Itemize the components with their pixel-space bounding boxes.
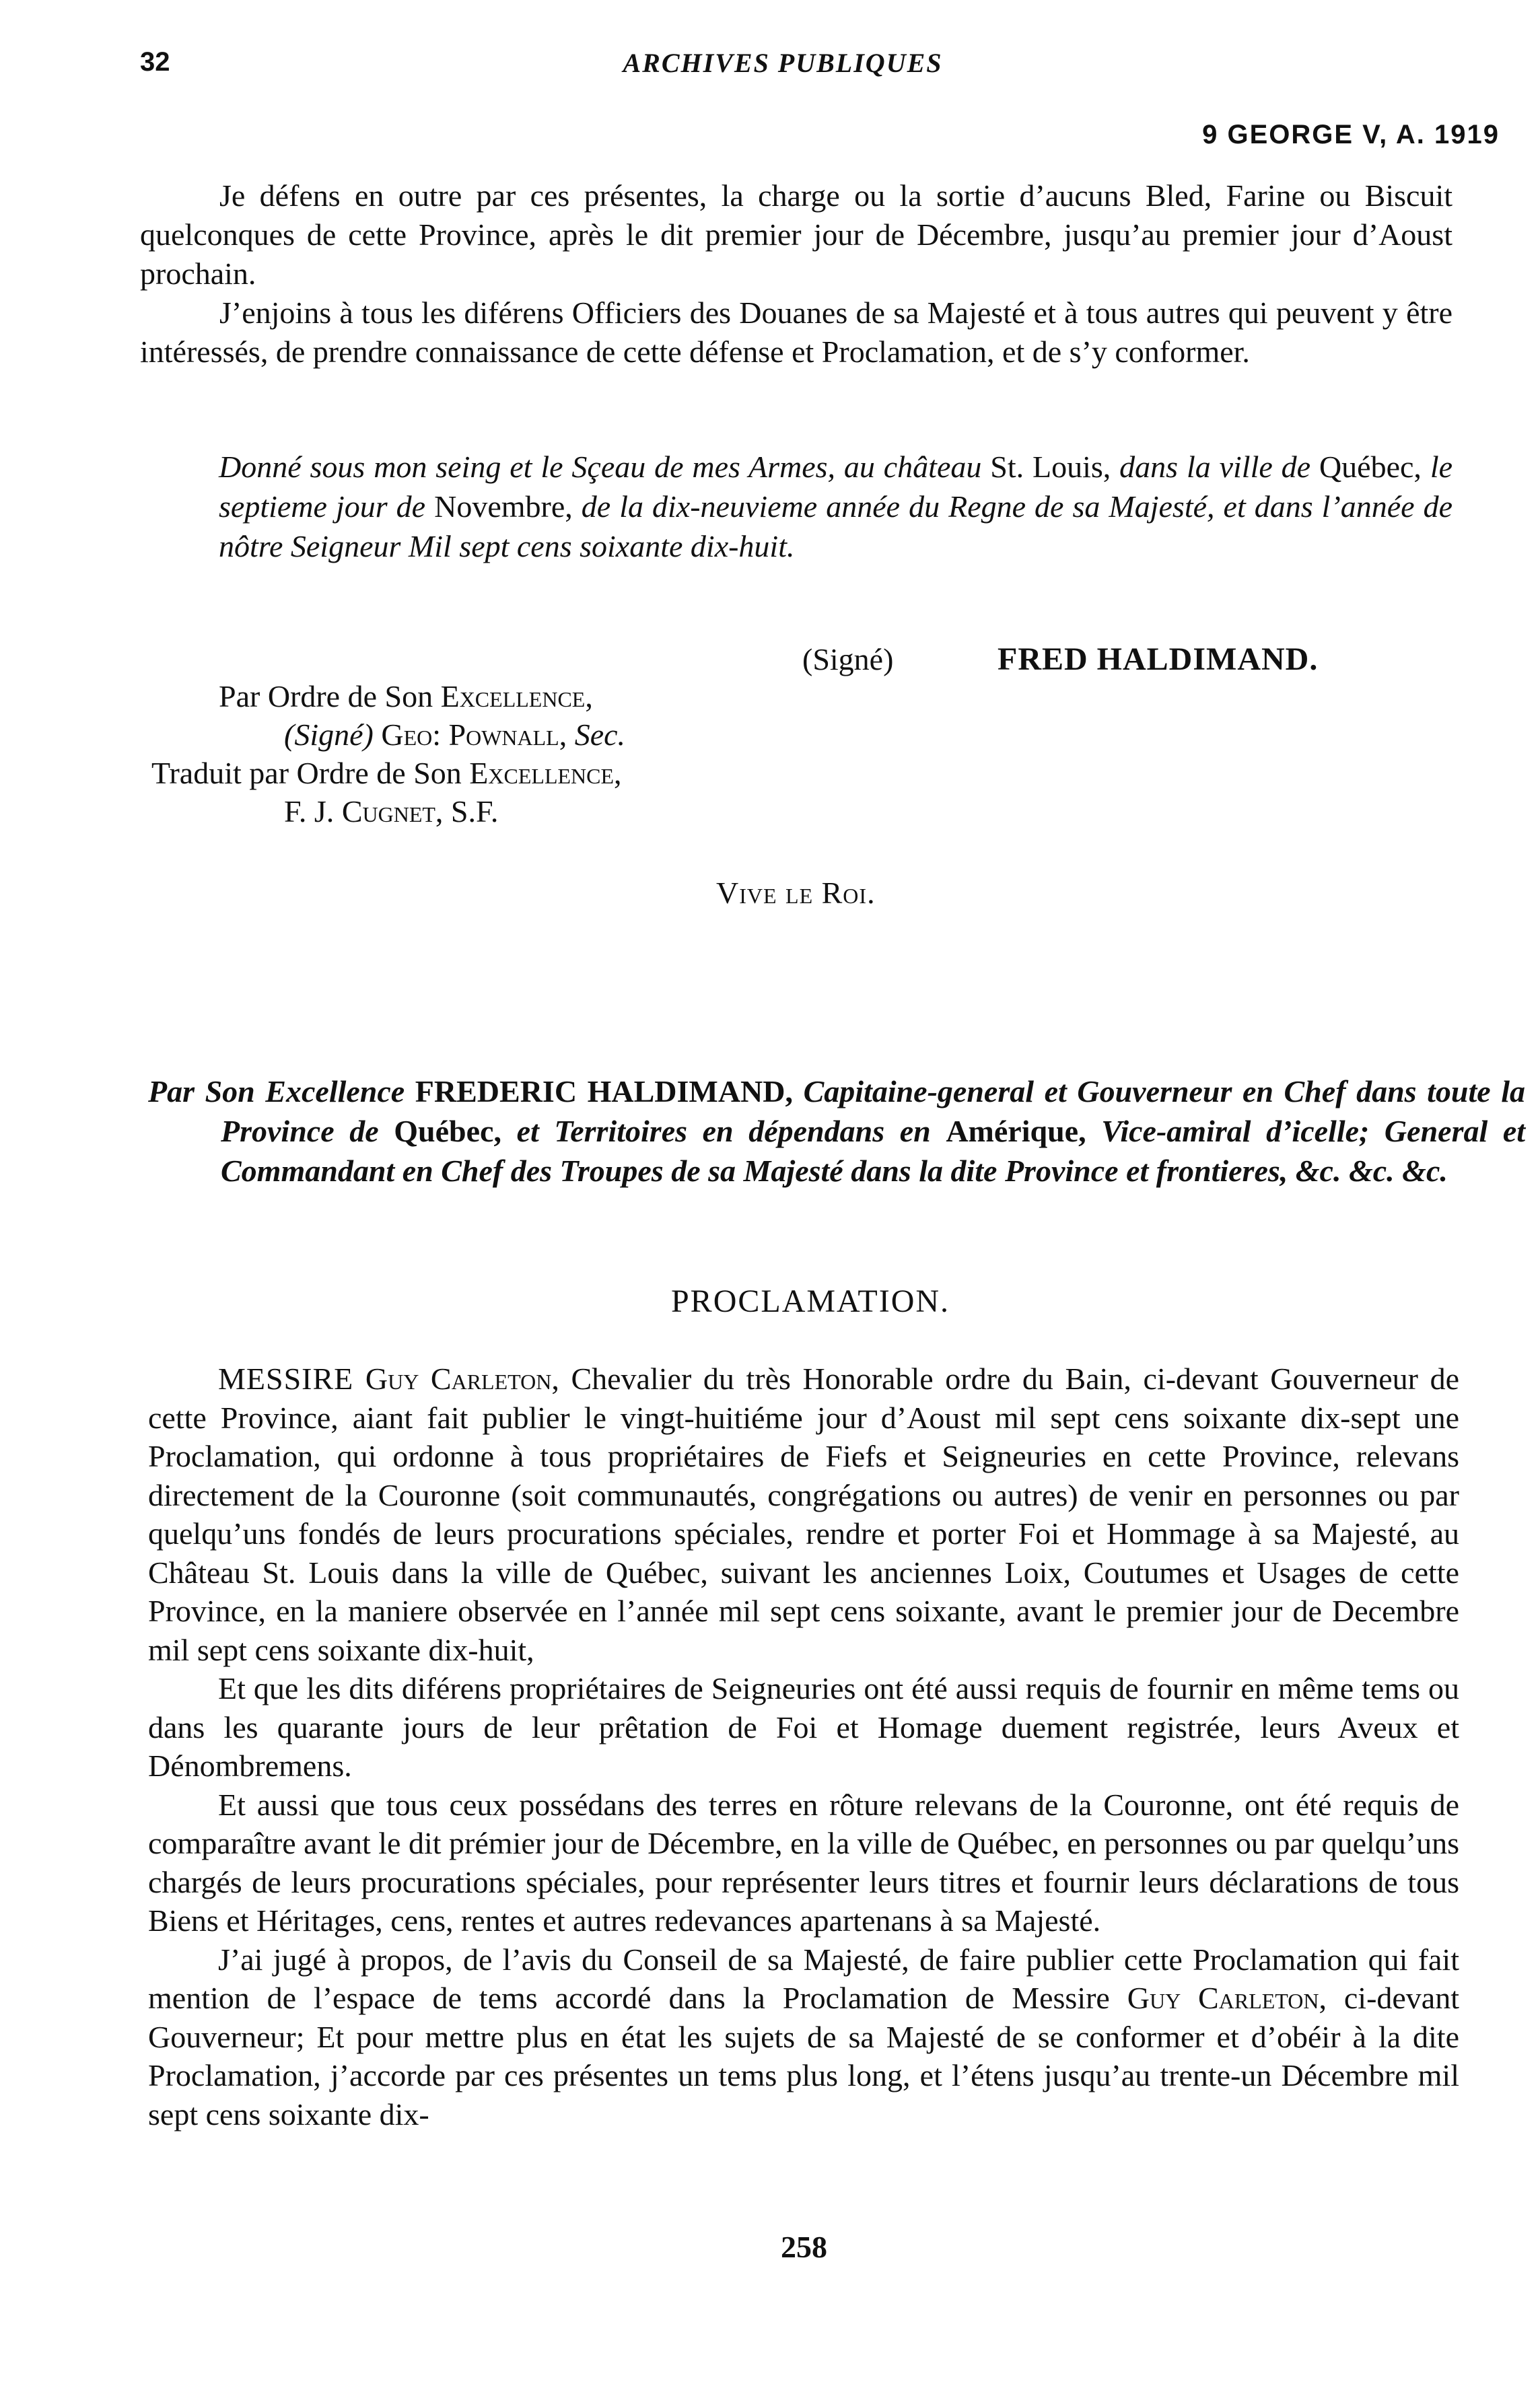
- secretary-title: Sec.: [574, 717, 626, 752]
- paragraph: Je défens en outre par ces présentes, la charge ou la sortie d’aucuns Bled, Farine ou Biscuit quelconques de cette Province, après le dit premier jour de Décembre, jusqu’au premier jour d’Aoust prochain.: [140, 178, 1452, 291]
- order-title: Excellence,: [440, 679, 593, 713]
- page-number: 32: [140, 47, 170, 77]
- paragraph: [148, 1360, 1459, 1669]
- session-label: 9 GEORGE V, A. 1919: [1202, 120, 1500, 149]
- order-text: Traduit par Ordre de Son: [151, 756, 462, 790]
- given-text: de la dix-neuvieme année du Regne de sa Majesté, et dans l’année de nôtre Seigneur Mil sept cens soixante dix-huit.: [219, 489, 1453, 563]
- heading-text: Vice-amiral d’icelle; General et Commandant en Chef des Troupes de sa Majesté dans la dite Province et frontieres, &c. &c. &c.: [221, 1114, 1526, 1188]
- order-signed: (Signé): [284, 717, 374, 752]
- governor-name: FREDERIC HALDIMAND,: [415, 1074, 793, 1108]
- order-line: [151, 792, 625, 831]
- order-line: [151, 715, 625, 754]
- paragraph: J’enjoins à tous les diférens Officiers des Douanes de sa Majesté et à tous autres qui peuvent y être intéressés, de prendre connaissance de cette défense et Proclamation, et de s’y conformer.: [140, 295, 1452, 369]
- person-name: Guy Carleton,: [1127, 1981, 1327, 2015]
- person-name: Guy Carleton,: [365, 1362, 559, 1396]
- given-city: Québec,: [1319, 450, 1422, 484]
- order-line: [151, 677, 625, 715]
- heading-place: Amérique,: [946, 1114, 1086, 1148]
- paragraph: Et aussi que tous ceux possédans des terres en rôture relevans de la Couronne, ont été requis de comparaître avant le dit prémier jour de Décembre, en la ville de Québec, en personnes ou par quelqu’uns chargés de leurs procurations spéciales, pour représenter leurs titres et fournir leurs déclarations de tous Biens et Héritages, cens, rentes et autres redevances apartenans à sa Majesté.: [148, 1787, 1459, 1938]
- given-text: dans la ville de: [1119, 450, 1311, 484]
- order-line: [151, 754, 625, 792]
- paragraph: Et que les dits diférens propriétaires de Seigneuries ont été aussi requis de fournir en même tems ou dans les quarante jours de leur prêtation de Foi et Homage duement registrée, leurs Aveux et Dénombremens.: [148, 1671, 1459, 1783]
- translator-title: S.F.: [450, 794, 499, 829]
- order-title: Excellence,: [469, 756, 622, 790]
- running-header: [140, 47, 1426, 87]
- heading-text: et Territoires en dépendans en: [516, 1114, 931, 1148]
- paragraph-lead: MESSIRE: [218, 1362, 354, 1396]
- order-text: Par Ordre de Son: [219, 679, 433, 713]
- closing-acclamation: Vive le Roi.: [716, 876, 876, 910]
- signed-label: (Signé): [802, 642, 894, 676]
- proclamation-body: [148, 1360, 1459, 2134]
- given-text: Donné sous mon seing et le Sçeau de mes Armes, au château: [219, 450, 982, 484]
- governor-heading: [148, 1071, 1525, 1191]
- given-place: St. Louis,: [990, 450, 1111, 484]
- heading-place: Québec,: [394, 1114, 501, 1148]
- heading-text: Capitaine-general et Gouverneur en Chef dans toute la Province de: [221, 1074, 1526, 1148]
- paragraph-text: ci-devant Gouverneur; Et pour mettre plus en état les sujets de sa Majesté de se conformer et d’obéir à la dite Proclamation, j’accorde par ces présentes un tems plus long, et l’étens jusqu’au trente-un Décembre mil sept cens soixante dix-: [148, 1981, 1460, 2131]
- given-month: Novembre,: [434, 489, 573, 524]
- footer-number: 258: [781, 2230, 827, 2264]
- prohibition-text: [140, 176, 1452, 372]
- paragraph-text: Chevalier du très Honorable ordre du Bain, ci-devant Gouverneur de cette Province, aiant fait publier le vingt-huitiéme jour d’Aoust mil sept cens soixante dix-sept une Proclamation, qui ordonne à tous propriétaires de Fiefs et Seigneuries en cette Province, relevans directement de la Couronne (soit communautés, congrégations ou autres) de venir en personnes ou par quelqu’uns fondés de leurs procurations spéciales, rendre et porter Foi et Hommage à sa Majesté, au Château St. Louis dans la ville de Québec, suivant les anciennes Loix, Coutumes et Usages de cette Province, en la maniere observée en l’année mil sept cens soixante, avant le premier jour de Decembre mil sept cens soixante dix-huit,: [148, 1362, 1459, 1667]
- translator-initials: F. J.: [284, 794, 335, 829]
- heading-text: Par Son Excellence: [148, 1074, 405, 1108]
- running-title: ARCHIVES PUBLIQUES: [623, 48, 943, 78]
- order-attestation: [151, 677, 625, 831]
- translator-name: Cugnet,: [341, 794, 444, 829]
- proclamation-title-text: PROCLAMATION.: [670, 1283, 950, 1319]
- given-at-clause: [145, 447, 1452, 566]
- paragraph-text: J’ai jugé à propos, de l’avis du Conseil de sa Majesté, de faire publier cette Proclamation qui fait mention de l’espace de tems accordé dans la Proclamation de Messire: [148, 1942, 1459, 2015]
- given-text: le septieme jour de: [219, 450, 1453, 524]
- signatory-name: FRED HALDIMAND.: [998, 641, 1319, 677]
- secretary-name: Geo: Pownall,: [381, 717, 567, 752]
- proclamation-title: [0, 1283, 1540, 1320]
- paragraph: [148, 1940, 1459, 2134]
